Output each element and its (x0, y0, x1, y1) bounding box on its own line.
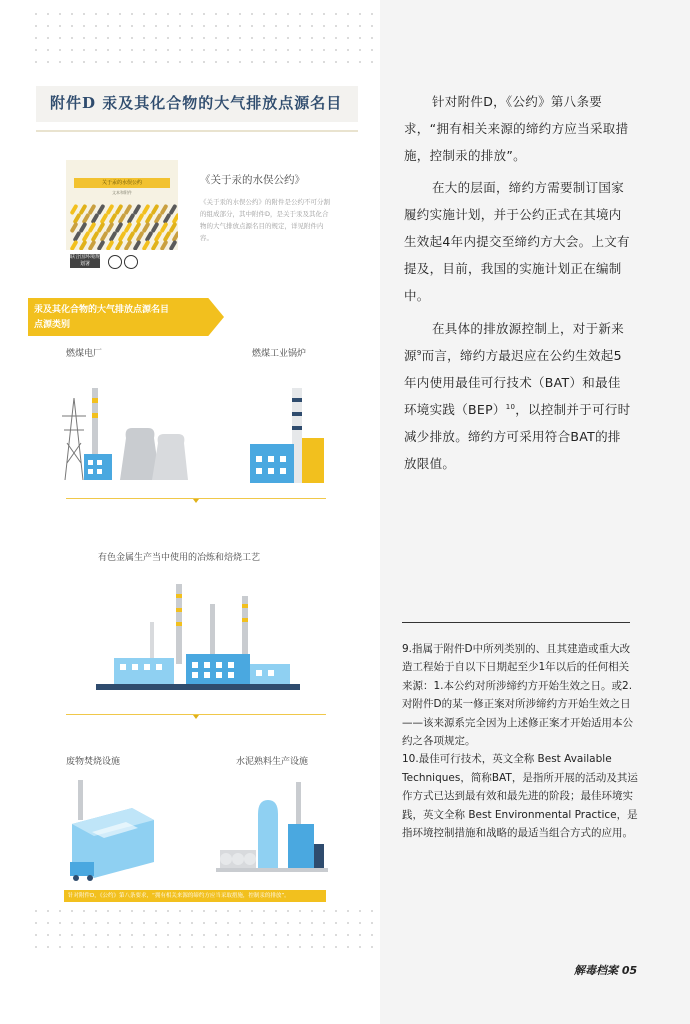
banner-subtitle: 点源类别 (34, 320, 71, 330)
paragraph-text: ，以控制并于可行时减少排放。缔约方可采用符合BAT的排放限值。 (404, 402, 631, 471)
ground-line (216, 868, 328, 872)
label-smelting: 有色金属生产当中使用的冶炼和焙烧工艺 (98, 553, 261, 563)
dot-pattern (30, 905, 375, 950)
footnotes (402, 640, 638, 842)
banner-title: 汞及其化合物的大气排放点源名目 (34, 305, 170, 315)
footnote-ref-10: 10 (505, 402, 516, 411)
label-cement: 水泥熟料生产设施 (236, 757, 309, 767)
factory-building (186, 654, 250, 684)
cement-building (288, 824, 314, 870)
divider-arrow-icon (193, 499, 199, 503)
booklet-logo-strip (66, 250, 178, 272)
title-underline (36, 130, 358, 132)
body-paragraph-1 (404, 88, 632, 169)
annex-title: 附件D 汞及其化合物的大气排放点源名目 (50, 94, 343, 112)
coal-power-plant-illustration (60, 368, 190, 483)
paragraph-text: 在具体的排放源控制上，对于新来源 (404, 321, 625, 363)
paragraph-text: 在大的层面，缔约方需要制订国家履约实施计划，并于公约正式在其境内生效起4年内提交至缔约方大会。上文有提及，目前，我国的实施计划正在编制中。 (404, 180, 630, 303)
label-waste-incineration: 废物焚烧设施 (66, 757, 121, 767)
boiler-tank (302, 438, 324, 483)
power-pylon-icon (62, 398, 86, 480)
body-paragraph-3 (404, 315, 632, 477)
footnote-9: 9.指属于附件D中所列类别的、且其建造或重大改造工程始于自以下日期起至少1年以后的任何相关来源：1.本公约对所涉缔约方开始生效之日。或2.对附件D的某一修正案对所涉缔约方开始生效之日——该来源系完全因为上述修正案才开始适用本公约之各项规定。 (402, 643, 633, 748)
cement-silo (258, 800, 278, 870)
body-paragraph-2 (404, 174, 632, 309)
factory-building (114, 658, 174, 684)
smelting-illustration (92, 574, 304, 694)
dot-pattern (30, 8, 375, 68)
convention-heading: 《关于汞的水俣公约》 (200, 174, 305, 186)
waste-incineration-illustration (62, 774, 162, 882)
footnote-10: 10.最佳可行技术，英文全称 Best Available Techniques，简称BAT，是指所开展的活动及其运作方式已达到最有效和最先进的阶段；最佳环境实践，英文全称 Best Environmental Practice，是指环境控制措施和战略的最适当组合方式的应用。 (402, 753, 638, 840)
divider-arrow-icon (193, 715, 199, 719)
garbage-truck-icon (70, 862, 94, 876)
un-emblem-icon (124, 255, 138, 269)
booklet-title: 关于汞的水俣公约 (74, 178, 170, 188)
footnote-ref-9: 9 (416, 348, 422, 357)
paragraph-text: 针对附件D，《公约》第八条要求，“拥有相关来源的缔约方应当采取措施，控制汞的排放”。 (404, 94, 629, 163)
ground-line (96, 684, 300, 690)
chimney (78, 780, 83, 820)
unep-logo: 联合国环境规划署 (70, 254, 101, 267)
cooling-tower (152, 434, 188, 480)
bottom-note-banner: 针对附件D，《公约》第八条要求，“拥有相关来源的缔约方应当采取措施，控制汞的排放”。 (64, 890, 326, 902)
convention-booklet-cover (66, 160, 178, 272)
cement-plant-illustration (214, 774, 330, 874)
page-footer: 解毒档案 05 (574, 964, 638, 977)
convention-description: 《关于汞的水俣公约》的附件是公约不可分割的组成部分，其中附件D，是关于汞及其化合物的大气排放点源名目的规定，详见附件内容。 (200, 198, 330, 242)
coal-boiler-illustration (244, 378, 334, 483)
logo-circle-icon (108, 255, 122, 269)
paragraph-text: 而言，缔约方最迟应在公约生效起5年内使用最佳可行技术（BAT）和最佳环境实践（BEP） (404, 348, 622, 417)
boiler-building (250, 444, 294, 483)
label-coal-power-plant: 燃煤电厂 (66, 349, 103, 359)
label-coal-boiler: 燃煤工业锅炉 (252, 349, 307, 359)
plant-building (84, 454, 112, 480)
footnote-divider (402, 622, 630, 623)
booklet-subtitle: 文本和附件 (112, 190, 132, 195)
